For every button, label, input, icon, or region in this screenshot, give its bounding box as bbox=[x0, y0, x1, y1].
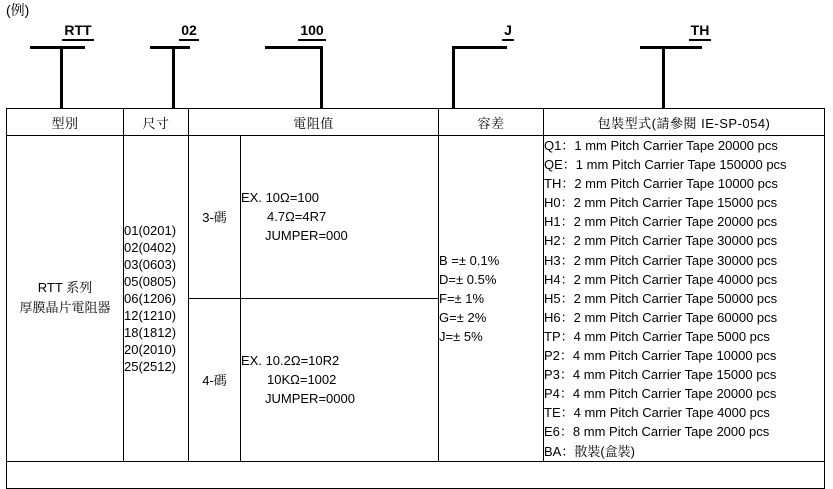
example-line: JUMPER=000 bbox=[265, 228, 348, 244]
resistance-leader-line bbox=[265, 46, 335, 108]
series-line-1: RTT 系列 bbox=[37, 280, 93, 296]
example-line: 10KΩ=1002 bbox=[267, 372, 337, 388]
list-item: 03(0603) bbox=[124, 256, 177, 272]
example-line: EX. 10Ω=100 bbox=[241, 190, 320, 206]
list-item: G=± 2% bbox=[439, 309, 487, 325]
resistance-code bbox=[272, 22, 352, 41]
example-label: (例) bbox=[6, 2, 30, 18]
list-item: 18(1812) bbox=[124, 324, 177, 340]
resistance-example-4 bbox=[241, 298, 439, 461]
header-size: 尺寸 bbox=[124, 109, 189, 136]
list-item: 02(0402) bbox=[124, 239, 177, 255]
list-item: 06(1206) bbox=[124, 290, 177, 306]
part-number-table bbox=[6, 108, 825, 489]
packaging-leader-line bbox=[640, 46, 710, 108]
header-resistance: 電阻值 bbox=[189, 109, 439, 136]
list-item: J=± 5% bbox=[439, 328, 483, 344]
list-item: BA：散裝(盒裝) bbox=[544, 443, 636, 459]
list-item: E6：8 mm Pitch Carrier Tape 2000 pcs bbox=[544, 424, 770, 440]
tolerance-leader-line bbox=[452, 46, 512, 108]
list-item: H3：2 mm Pitch Carrier Tape 30000 pcs bbox=[544, 252, 778, 268]
list-item: 05(0805) bbox=[124, 273, 177, 289]
tolerance-code-text: J bbox=[502, 22, 514, 41]
resistance-code-text: 100 bbox=[298, 22, 325, 41]
table-header-row bbox=[7, 109, 825, 136]
series-cell bbox=[7, 136, 124, 462]
tolerance-code bbox=[485, 22, 531, 41]
list-item: H6：2 mm Pitch Carrier Tape 60000 pcs bbox=[544, 309, 778, 325]
header-type: 型別 bbox=[7, 109, 124, 136]
list-item: P2：4 mm Pitch Carrier Tape 10000 pcs bbox=[544, 348, 777, 364]
list-item: D=± 0.5% bbox=[439, 271, 497, 287]
list-item: 01(0201) bbox=[124, 222, 177, 238]
size-code-text: 02 bbox=[179, 22, 199, 41]
list-item: TE：4 mm Pitch Carrier Tape 4000 pcs bbox=[544, 405, 770, 421]
type-code-text: RTT bbox=[62, 22, 93, 41]
header-tolerance: 容差 bbox=[439, 109, 544, 136]
type-leader-line bbox=[30, 46, 90, 108]
size-code bbox=[158, 22, 220, 41]
series-line-2: 厚膜晶片電阻器 bbox=[19, 300, 111, 316]
list-item: B =± 0.1% bbox=[439, 252, 500, 268]
list-item: Q1：1 mm Pitch Carrier Tape 20000 pcs bbox=[544, 138, 778, 153]
list-item: TH：2 mm Pitch Carrier Tape 10000 pcs bbox=[544, 176, 778, 192]
packaging-code-text: TH bbox=[689, 22, 712, 41]
size-leader-line bbox=[150, 46, 210, 108]
type-code bbox=[38, 22, 118, 41]
list-item: P4：4 mm Pitch Carrier Tape 20000 pcs bbox=[544, 386, 777, 402]
resistance-digits-3: 3-碼 bbox=[189, 136, 241, 299]
list-item: P3：4 mm Pitch Carrier Tape 15000 pcs bbox=[544, 367, 777, 383]
list-item: H0：2 mm Pitch Carrier Tape 15000 pcs bbox=[544, 195, 778, 211]
table-bottom-strip bbox=[7, 461, 825, 488]
size-list-cell bbox=[124, 136, 189, 462]
example-line: 4.7Ω=4R7 bbox=[267, 209, 327, 225]
example-line: JUMPER=0000 bbox=[265, 391, 355, 407]
packaging-code bbox=[670, 22, 730, 41]
header-packaging: 包裝型式(請參閱 IE-SP-054) bbox=[544, 109, 825, 136]
tolerance-cell bbox=[439, 136, 544, 462]
table-body-row bbox=[7, 136, 825, 299]
resistance-digits-4: 4-碼 bbox=[189, 298, 241, 461]
list-item: H2：2 mm Pitch Carrier Tape 30000 pcs bbox=[544, 233, 778, 249]
list-item: 25(2512) bbox=[124, 358, 177, 374]
table-bottom-strip-row bbox=[7, 461, 825, 488]
list-item: F=± 1% bbox=[439, 290, 485, 306]
packaging-cell bbox=[544, 136, 825, 462]
list-item: H5：2 mm Pitch Carrier Tape 50000 pcs bbox=[544, 290, 778, 306]
list-item: H1：2 mm Pitch Carrier Tape 20000 pcs bbox=[544, 214, 778, 230]
example-line: EX. 10.2Ω=10R2 bbox=[241, 353, 340, 369]
list-item: QE：1 mm Pitch Carrier Tape 150000 pcs bbox=[544, 157, 787, 173]
resistance-example-3 bbox=[241, 136, 439, 299]
list-item: 12(1210) bbox=[124, 307, 177, 323]
list-item: TP：4 mm Pitch Carrier Tape 5000 pcs bbox=[544, 328, 770, 344]
list-item: H4：2 mm Pitch Carrier Tape 40000 pcs bbox=[544, 271, 778, 287]
list-item: 20(2010) bbox=[124, 341, 177, 357]
